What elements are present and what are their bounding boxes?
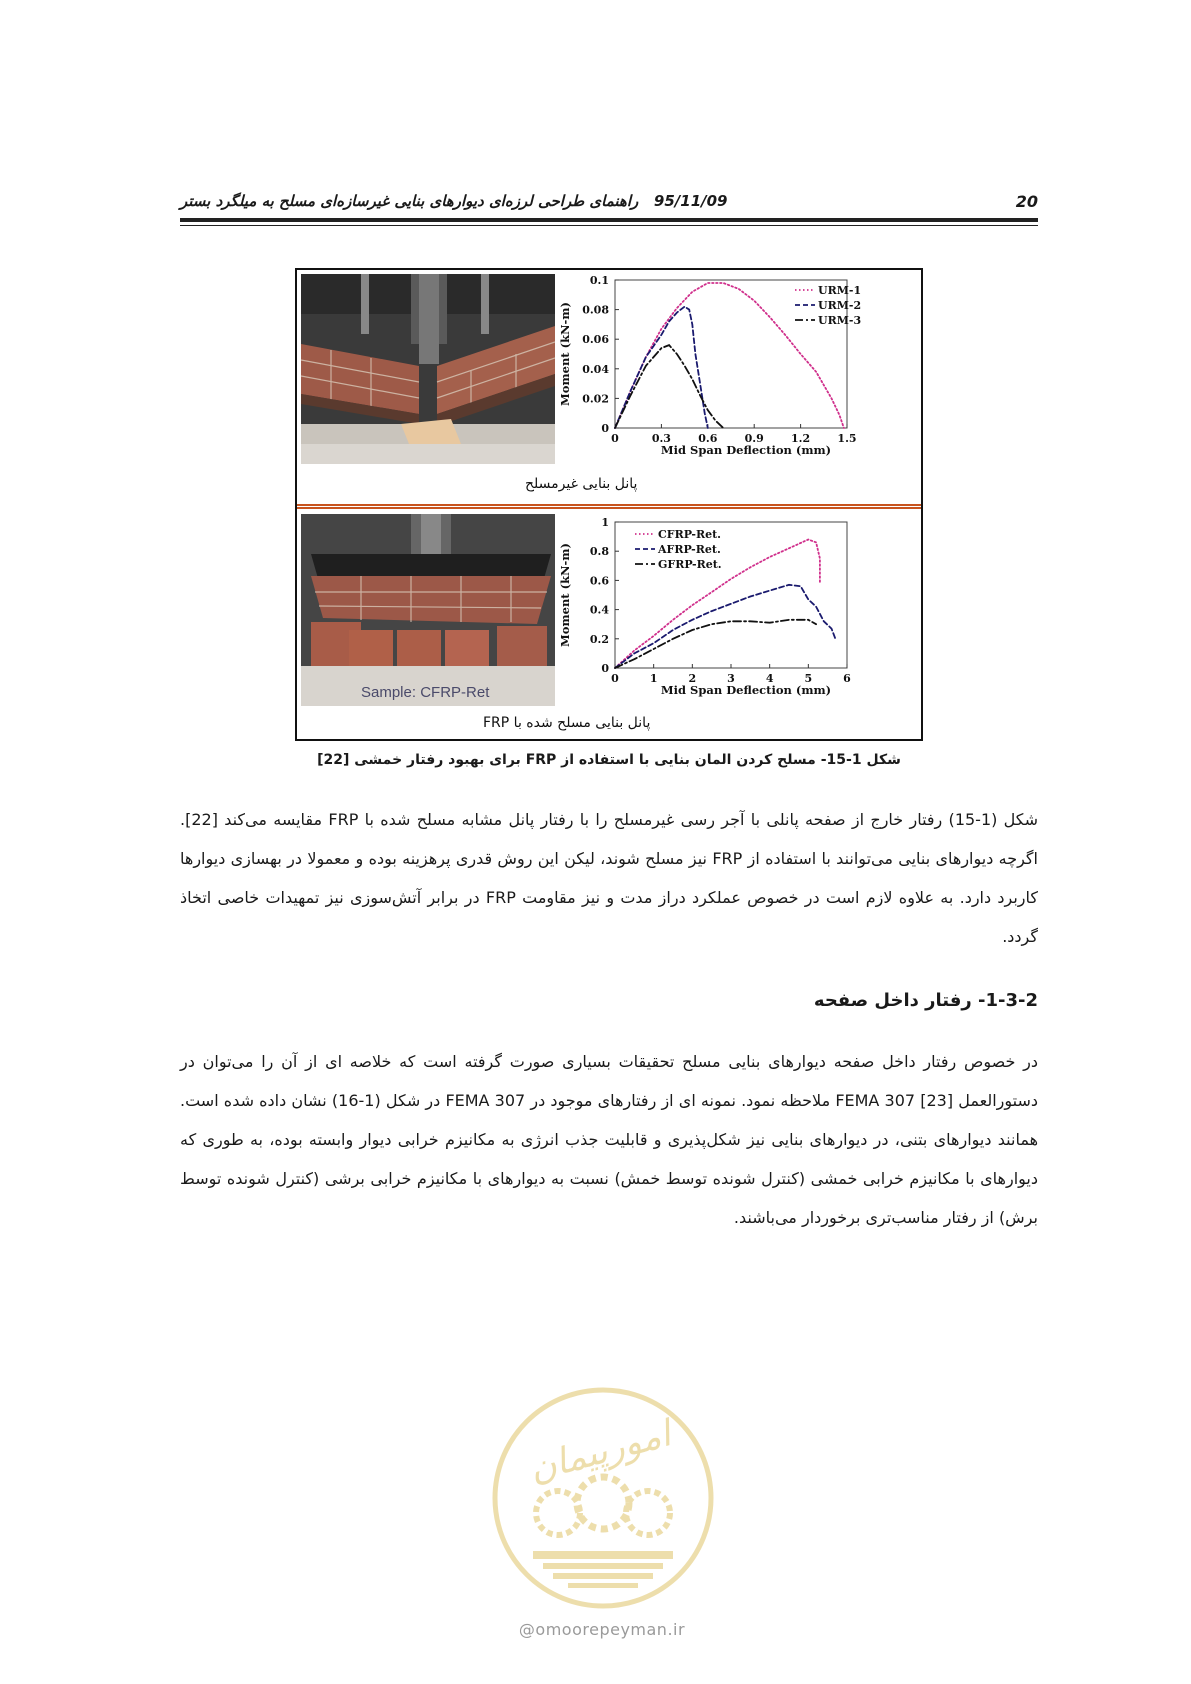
- chart-1-x-tick-label: 0: [611, 672, 619, 685]
- chart-0-x-tick-label: 1.5: [837, 432, 857, 445]
- chart-1-x-tick-label: 5: [804, 672, 813, 685]
- chart-1-legend-label: AFRP-Ret.: [658, 543, 721, 556]
- svg-text:امورپیمان: امورپیمان: [524, 1413, 676, 1491]
- chart-1-y-axis-label: Moment (kN-m): [558, 543, 572, 647]
- chart-1-x-tick-label: 1: [649, 672, 658, 685]
- chart-1-legend-label: GFRP-Ret.: [658, 558, 722, 571]
- chart-0-y-tick-label: 0.08: [582, 303, 609, 317]
- chart-0-plot-frame: [615, 280, 847, 428]
- watermark-url: @omoorepeyman.ir: [518, 1620, 686, 1639]
- page-number: 20: [1015, 192, 1038, 211]
- top-panel-caption: پانل بنایی غیرمسلح: [525, 476, 638, 492]
- chart-0-x-tick-label: 0.9: [744, 432, 764, 445]
- unreinforced-moment-deflection-chart: [555, 270, 921, 484]
- chart-0-y-tick-label: 0.04: [582, 362, 609, 376]
- chart-1-x-axis-label: Mid Span Deflection (mm): [660, 683, 832, 697]
- chart-1-y-tick-label: 0.6: [589, 574, 609, 588]
- frp-moment-deflection-chart: [555, 510, 921, 722]
- unreinforced-test-photo: [301, 274, 555, 464]
- figure-frame: [295, 268, 923, 741]
- chart-0-y-tick-label: 0.02: [582, 392, 609, 406]
- chart-0-legend-label: URM-2: [818, 299, 862, 312]
- chart-0-x-tick-label: 0.3: [651, 432, 671, 445]
- unreinforced-photo-drawing: [301, 274, 555, 464]
- chart-0-x-tick-label: 0.6: [698, 432, 718, 445]
- chart-1-y-tick-label: 0.4: [589, 603, 609, 617]
- chart-1-x-tick-label: 2: [688, 672, 697, 685]
- chart-1-series-afrp-ret-line: [615, 585, 835, 668]
- panel-separator: [297, 503, 921, 510]
- watermark-logo: [488, 1383, 718, 1613]
- chart-0-legend-label: URM-3: [818, 314, 862, 327]
- chart-1-y-tick-label: 0: [601, 662, 609, 675]
- figure-bottom-panel: [297, 510, 921, 739]
- chart-1-x-tick-label: 6: [843, 672, 851, 685]
- chart-0-y-tick-label: 0: [601, 422, 609, 435]
- chart-1-x-tick-label: 4: [765, 672, 774, 685]
- paragraph-out-of-plane: شکل (1-15) رفتار خارج از صفحه پانلی با آجر رسی غیرمسلح را با رفتار پانل مشابه مسلح شده با FRP مقایسه می‌کند [22]. اگرچه دیوارهای بنایی می‌توانند با استفاده از FRP نیز مسلح شوند، لیکن این روش قدری پرهزینه بوده و معمولا در بهسازی دیوارها کاربرد دارد. به علاوه لازم است در خصوص عملکرد دراز مدت و نیز مقاومت FRP در برابر آتش‌سوزی نیز تمهیدات خاصی اتخاذ گردد.: [180, 810, 1039, 946]
- chart-0-x-tick-label: 0: [611, 432, 619, 445]
- header-title: [180, 192, 728, 210]
- chart-1-series-gfrp-ret-line: [615, 620, 816, 668]
- chart-0-x-axis-label: Mid Span Deflection (mm): [660, 443, 832, 457]
- frp-photo-drawing: [301, 514, 555, 706]
- watermark-seal: [488, 1383, 718, 1613]
- header-date: 95/11/09: [653, 192, 728, 210]
- chart-0-y-axis-label: Moment (kN-m): [558, 302, 572, 406]
- chart-1-y-tick-label: 0.8: [589, 545, 609, 559]
- chart-0-x-tick-label: 1.2: [791, 432, 811, 445]
- chart-1-legend-label: CFRP-Ret.: [658, 528, 721, 541]
- paragraph-in-plane: در خصوص رفتار داخل صفحه دیوارهای بنایی مسلح تحقیقات بسیاری صورت گرفته است که خلاصه ای از آن را می‌توان در دستورالعمل FEMA 307 [23] ملاحظه نمود. نمونه ای از رفتارهای موجود در FEMA 307 در شکل (1-16) نشان داده شده است. همانند دیوارهای بتنی، در دیوارهای بنایی نیز شکل‌پذیری و قابلیت جذب انرژی به مکانیزم خرابی دیوار وابسته بوده، به طوری که دیوارهای با مکانیزم خرابی خمشی (کنترل شونده توسط خمش) نسبت به دیوارهای با مکانیزم خرابی برشی (کنترل شونده توسط برش) از رفتار مناسب‌تری برخوردار می‌باشند.: [180, 1052, 1039, 1227]
- chart-0-series-urm-1-line: [615, 283, 844, 428]
- header-document-title: راهنمای طراحی لرزه‌ای دیوارهای بنایی غیرسازه‌ای مسلح به میلگرد بستر: [180, 192, 639, 210]
- chart-1-x-tick-label: 3: [727, 672, 735, 685]
- figure-top-panel: [297, 270, 921, 503]
- chart-0-series-urm-2-line: [615, 307, 708, 428]
- chart-0-y-tick-label: 0.1: [589, 274, 609, 287]
- section-heading: 1-3-2- رفتار داخل صفحه: [813, 990, 1038, 1011]
- header-rule-thin: [180, 225, 1038, 226]
- chart-0-legend-label: URM-1: [818, 284, 862, 297]
- chart-0-series-urm-3-line: [615, 345, 723, 428]
- header-rule: [180, 218, 1038, 222]
- chart-1-y-tick-label: 0.2: [589, 632, 609, 646]
- figure-caption: شکل 1-15- مسلح کردن المان بنایی با استفاده از FRP برای بهبود رفتار خمشی [22]: [317, 752, 901, 768]
- bottom-panel-caption: پانل بنایی مسلح شده با FRP: [483, 715, 651, 731]
- page-header: [180, 192, 1038, 226]
- photo-sample-label: Sample: CFRP-Ret: [361, 684, 490, 701]
- chart-0-y-tick-label: 0.06: [582, 333, 609, 347]
- chart-1-y-tick-label: 1: [601, 516, 609, 529]
- frp-reinforced-test-photo: [301, 514, 555, 706]
